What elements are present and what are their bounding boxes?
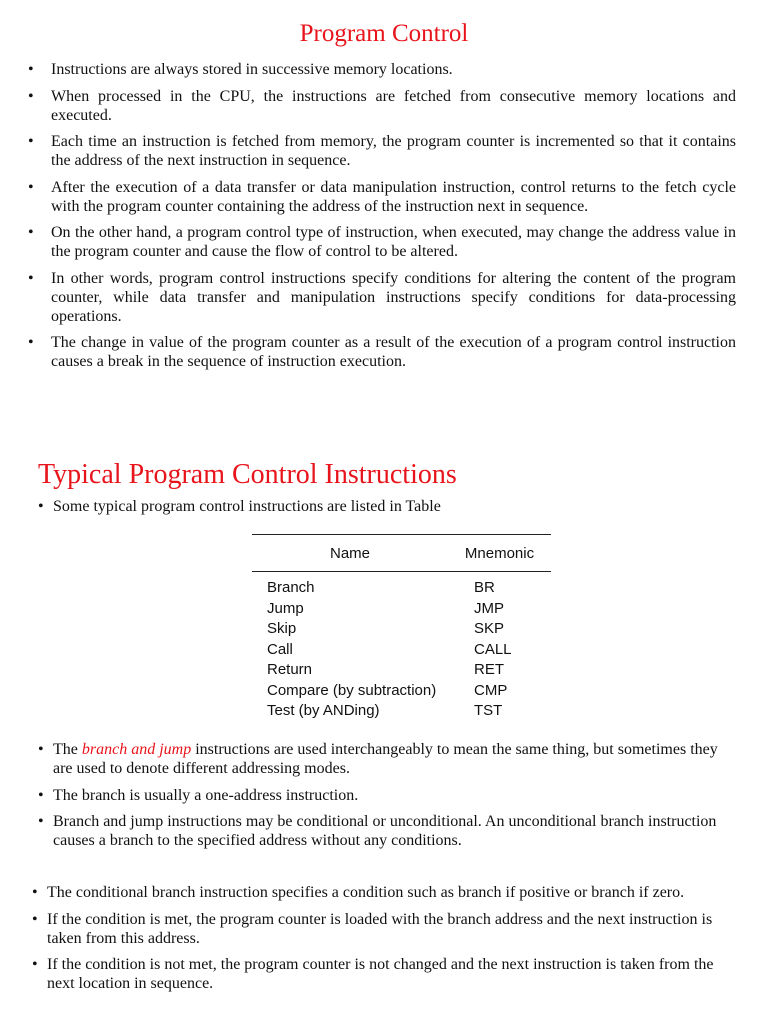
- bullet-item: • Each time an instruction is fetched from memory, the program counter is incremented so that it contains the address of the next instruction in sequence.: [28, 132, 736, 170]
- cell-name: Branch: [267, 579, 315, 596]
- bullet-item: • The conditional branch instruction specifies a condition such as branch if positive or branch if zero.: [32, 883, 732, 902]
- cell-mnemonic: CALL: [474, 640, 512, 658]
- cell-name: Compare (by subtraction): [267, 681, 437, 699]
- table-row: [252, 578, 551, 599]
- bullet-item: • On the other hand, a program control type of instruction, when executed, may change the address value in the program counter and cause the flow of control to be altered.: [28, 223, 736, 261]
- bullet-item: • Instructions are always stored in successive memory locations.: [28, 60, 736, 79]
- cell-name: Test (by ANDing): [267, 702, 380, 719]
- table-row: [252, 701, 551, 722]
- title-program-control: Program Control: [299, 20, 469, 47]
- bullet-item: • If the condition is not met, the program counter is not changed and the next instruction is taken from the next location in sequence.: [32, 955, 732, 993]
- bullet-item: • The change in value of the program counter as a result of the execution of a program control instruction causes a break in the sequence of instruction execution.: [28, 333, 736, 371]
- highlight-branch-and-jump: branch and jump: [81, 741, 192, 758]
- cell-name: Skip: [267, 620, 297, 637]
- bullet-item: • Some typical program control instructions are listed in Table: [38, 497, 738, 516]
- cell-name: Return: [267, 661, 313, 678]
- table-row: [252, 599, 551, 620]
- bullet-item: • The branch is usually a one-address instruction.: [38, 786, 738, 805]
- cell-mnemonic: BR: [474, 579, 495, 596]
- bullet-item: • After the execution of a data transfer or data manipulation instruction, control returns to the fetch cycle with the program counter containing the address of the instruction next in sequence.: [28, 178, 736, 216]
- cell-mnemonic: RET: [474, 661, 504, 678]
- text-prefix: The: [53, 741, 82, 758]
- intro-bullets: [38, 497, 738, 516]
- bullet-item: • In other words, program control instructions specify conditions for altering the content of the program counter, while data transfer and manipulation instructions specify conditions for data-processing operations.: [28, 269, 736, 326]
- table-row: [252, 681, 551, 702]
- conditional-branch-bullets: [32, 883, 732, 1001]
- table-body: [252, 572, 551, 722]
- cell-mnemonic: SKP: [474, 620, 505, 637]
- table-header: [252, 535, 551, 571]
- table-row: [252, 619, 551, 640]
- cell-mnemonic: JMP: [474, 599, 504, 617]
- cell-name: Call: [267, 640, 293, 658]
- header-name: Name: [329, 544, 370, 562]
- table-row: [252, 660, 551, 681]
- bullet-item-branch-jump: [38, 740, 738, 778]
- text-suffix: instructions are used interchangeably to mean the same thing, but sometimes they are used to denote different addressing modes.: [53, 741, 718, 777]
- table-row: [252, 640, 551, 661]
- header-mnemonic: Mnemonic: [464, 544, 535, 562]
- cell-mnemonic: CMP: [474, 681, 508, 699]
- bullet-item: • If the condition is met, the program counter is loaded with the branch address and the next instruction is taken from this address.: [32, 910, 732, 948]
- cell-mnemonic: TST: [474, 702, 503, 719]
- cell-name: Jump: [267, 599, 304, 617]
- instructions-table: [252, 534, 551, 722]
- title-typical-instructions: Typical Program Control Instructions: [38, 459, 457, 490]
- bullet-item: • Branch and jump instructions may be conditional or unconditional. An unconditional branch instruction causes a branch to the specified address without any conditions.: [38, 812, 738, 850]
- bullet-item: • When processed in the CPU, the instructions are fetched from consecutive memory locations and executed.: [28, 87, 736, 125]
- branch-bullets: [38, 740, 738, 858]
- program-control-bullets: [28, 60, 736, 379]
